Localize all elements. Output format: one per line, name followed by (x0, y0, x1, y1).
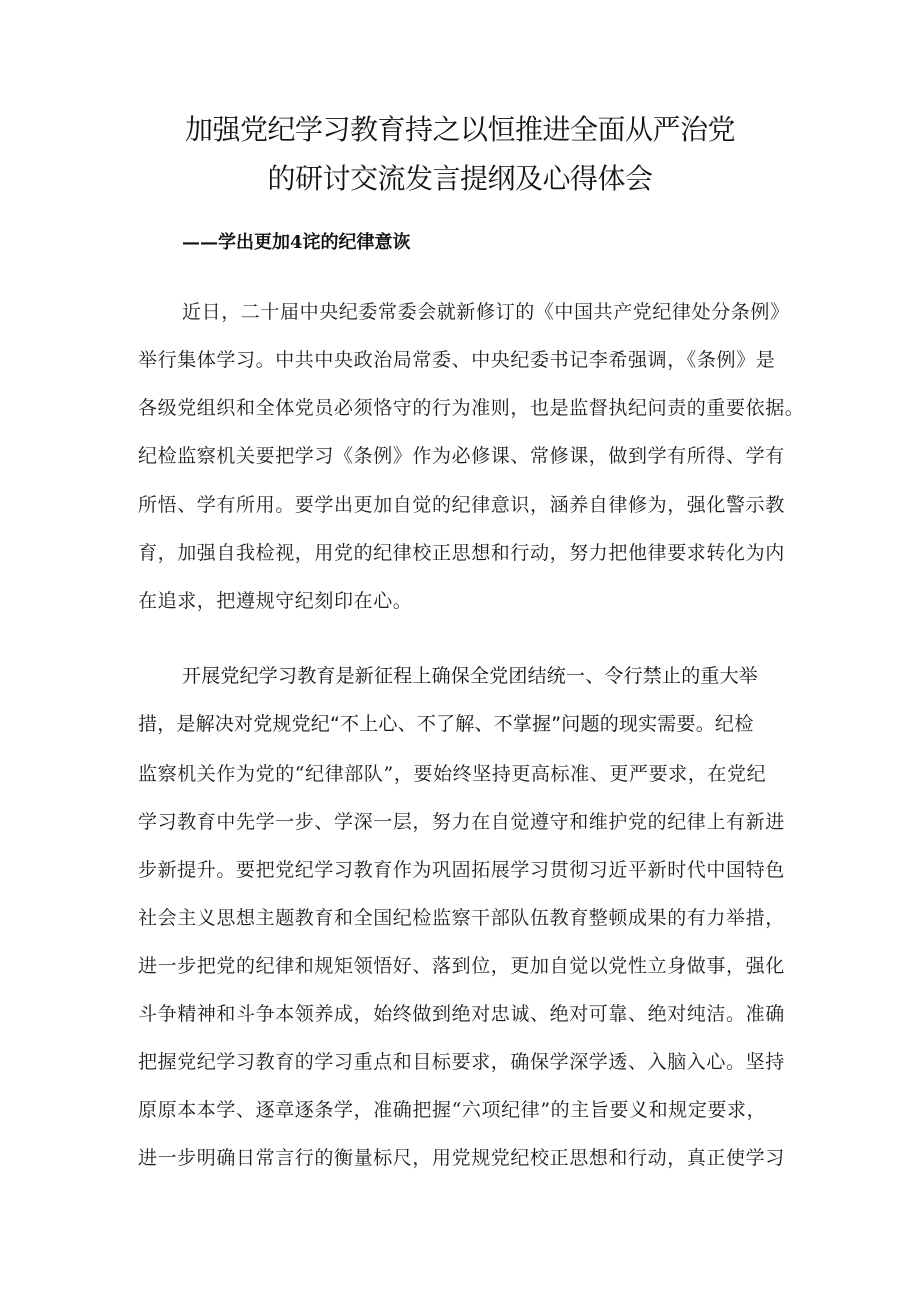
paragraph-1-line-7: 在追求，把遵规守纪刻印在心。 (138, 590, 413, 612)
paragraph-2-line-10: 原原本本学、逐章逐条学，准确把握“六项纪律”的主旨要义和规定要求， (138, 1099, 767, 1121)
paragraph-1-line-2: 举行集体学习。中共中央政治局常委、中央纪委书记李希强调，《条例》是 (138, 349, 776, 371)
paragraph-2-line-2 (138, 709, 754, 736)
paragraph-2-line-2-lead: 措，是解决对党规党纪“不上心、不了解、不掌握”问题的现实需要。 (138, 713, 715, 735)
paragraph-1-line-6: 育，加强自我检视，用党的纪律校正思想和行动，努力把他律要求转化为内 (138, 542, 785, 564)
paragraph-2-line-7: 进一步把党的纪律和规矩领悟好、落到位，更加自觉以党性立身做事，强化 (138, 955, 785, 977)
paragraph-2-line-6: 社会主义思想主题教育和全国纪检监察干部队伍教育整顿成果的有力举措， (138, 907, 785, 929)
paragraph-2-line-11: 进一步明确日常言行的衡量标尺，用党规党纪校正思想和行动，真正使学习 (138, 1147, 785, 1169)
paragraph-2-line-3: 监察机关作为党的“纪律部队”，要始终坚持更高标准、更严要求，在党纪 (138, 763, 767, 785)
paragraph-2-line-4: 学习教育中先学一步、学深一层，努力在自觉遵守和维护党的纪律上有新进 (138, 811, 785, 833)
paragraph-1-line-3: 各级党组织和全体党员必须恪守的行为准则，也是监督执纪问责的重要依据。 (138, 397, 805, 419)
paragraph-2-line-2-tail: 纪检 (714, 713, 755, 735)
paragraph-1-line-5: 所悟、学有所用。要学出更加自觉的纪律意识，涵养自律修为，强化警示教 (138, 494, 785, 516)
paragraph-2-line-8: 斗争精神和斗争本领养成，始终做到绝对忠诚、绝对可靠、绝对纯洁。准确 (138, 1003, 785, 1025)
document-title-line-1: 加强党纪学习教育持之以恒推进全面从严治党 (184, 113, 735, 146)
paragraph-1-line-4: 纪检监察机关要把学习《条例》作为必修课、常修课，做到学有所得、学有 (138, 445, 785, 467)
document-title-line-2: 的研讨交流发言提纲及心得体会 (267, 162, 653, 195)
paragraph-2-line-9: 把握党纪学习教育的学习重点和目标要求，确保学深学透、入脑入心。坚持 (138, 1051, 785, 1073)
paragraph-2-line-5: 步新提升。要把党纪学习教育作为巩固拓展学习贯彻习近平新时代中国特色 (138, 859, 785, 881)
paragraph-1-line-1: 近日，二十届中央纪委常委会就新修订的《中国共产党纪律处分条例》 (182, 301, 790, 323)
paragraph-2-line-1: 开展党纪学习教育是新征程上确保全党团结统一、令行禁止的重大举 (182, 665, 759, 687)
document-subtitle: ——学出更加4诧的纪律意诙 (182, 232, 411, 253)
